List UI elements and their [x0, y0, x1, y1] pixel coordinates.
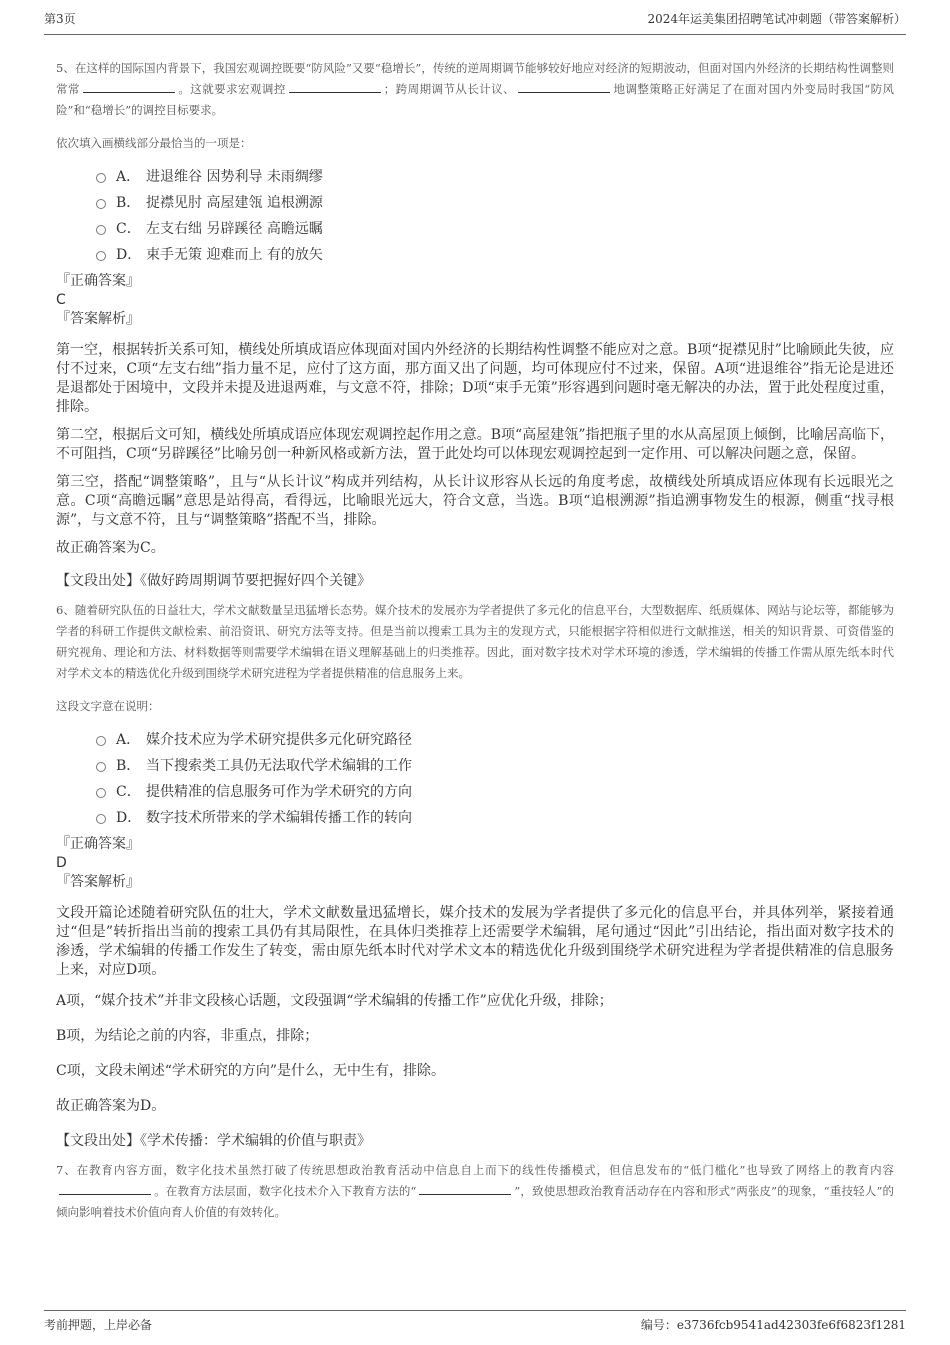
option-d[interactable]: D． 数字技术所带来的学术编辑传播工作的转向	[96, 804, 894, 830]
option-b[interactable]: B． 当下搜索类工具仍无法取代学术编辑的工作	[96, 752, 894, 778]
question-6-options	[56, 726, 894, 830]
page-number: 第3页	[44, 12, 76, 26]
radio-icon[interactable]	[96, 251, 106, 261]
analysis-paragraph: A项，“媒介技术”并非文段核心话题，文段强调“学术编辑的传播工作”应优化升级，排除；	[56, 993, 613, 1009]
analysis-paragraph: C项，文段未阐述“学术研究的方向”是什么，无中生有，排除。	[56, 1063, 446, 1079]
option-a[interactable]: A． 进退维谷 因势利导 未雨绸缪	[96, 163, 894, 189]
footer-slogan: 考前押题，上岸必备	[44, 1318, 153, 1332]
answer-blank	[419, 1181, 511, 1195]
source-citation: 【文段出处】《做好跨周期调节要把握好四个关键》	[56, 573, 371, 589]
page-header	[44, 10, 906, 35]
analysis-paragraph: 第二空，根据后文可知，横线处所填成语应体现宏观调控起作用之意。B项“高屋建瓴”指把瓶子里的水从高屋顶上倾倒，比喻居高临下，不可阻挡，C项“另辟蹊径”比喻另创一种新风格或新方法，置于此处均可以体现宏观调控起到一定作用、可以解决问题之意，保留。	[56, 427, 894, 462]
radio-icon[interactable]	[96, 225, 106, 235]
question-5-options	[56, 163, 894, 267]
answer-blank	[289, 79, 381, 93]
option-c[interactable]: C． 左支右绌 另辟蹊径 高瞻远瞩	[96, 215, 894, 241]
radio-icon[interactable]	[96, 814, 106, 824]
analysis-label: 『答案解析』	[56, 311, 140, 327]
document-id: 编号：e3736fcb9541ad42303fe6f6823f1281	[640, 1318, 906, 1332]
option-a[interactable]: A． 媒介技术应为学术研究提供多元化研究路径	[96, 726, 894, 752]
analysis-paragraph: 第三空，搭配“调整策略”，且与“从长计议”构成并列结构，从长计议形容从长远的角度考虑，故横线处所填成语应体现有长远眼光之意。C项“高瞻远瞩”意思是站得高，看得远，比喻眼光远大，符合文意，当选。B项“追根溯源”指追溯事物发生的根源，侧重“找寻根源”，与文意不符，且与“调整策略”搭配不当，排除。	[56, 474, 894, 528]
option-d[interactable]: D． 束手无策 迎难而上 有的放矢	[96, 241, 894, 267]
correct-answer: C	[56, 292, 66, 308]
question-6-stem: 6、随着研究队伍的日益壮大，学术文献数量呈迅猛增长态势。媒介技术的发展亦为学者提供了多元化的信息平台，大型数据库、纸质媒体、网站与论坛等，都能够为学者的科研工作提供文献检索、前沿资讯、研究方法等支持。但是当前以搜索工具为主的发现方式，只能根据字符相似进行文献推送，相关的知识背景、可资借鉴的研究视角、理论和方法、材料数据等则需要学术编辑在语义理解基础上的归类推荐。因此，面对数字技术对学术环境的渗透，学术编辑的传播工作需从原先纸本时代对学术文本的精选优化升级到围绕学术研究进程为学者提供精准的信息服务上来。	[56, 603, 894, 680]
analysis-paragraph: 第一空，根据转折关系可知，横线处所填成语应体现面对国内外经济的长期结构性调整不能应对之意。B项“捉襟见肘”比喻顾此失彼，应付不过来，C项“左支右绌”指力量不足，应付了这方面，那方面又出了问题，均可体现应付不过来，保留。A项“进退维谷”指无论是进还是退都处于困境中，文段并未提及进退两难，与文意不符，排除；D项“束手无策”形容遇到问题时毫无解决的办法，置于此处程度过重，排除。	[56, 342, 894, 415]
document-title: 2024年运美集团招聘笔试冲刺题（带答案解析）	[647, 12, 906, 26]
radio-icon[interactable]	[96, 762, 106, 772]
answer-blank	[59, 1181, 151, 1195]
answer-label: 『正确答案』	[56, 836, 140, 852]
radio-icon[interactable]	[96, 788, 106, 798]
analysis-paragraph: 文段开篇论述随着研究队伍的壮大，学术文献数量迅猛增长，媒介技术的发展为学者提供了多元化的信息平台，并具体列举，紧接着通过“但是”转折指出当前的搜索工具仍有其局限性，在具体归类推荐上还需要学术编辑，尾句通过“因此”引出结论，指出面对数字技术的渗透，学术编辑的传播工作发生了转变，需由原先纸本时代对学术文本的精选优化升级到围绕学术研究进程为学者提供精准的信息服务上来，对应D项。	[56, 905, 894, 978]
radio-icon[interactable]	[96, 736, 106, 746]
option-c[interactable]: C． 提供精准的信息服务可作为学术研究的方向	[96, 778, 894, 804]
correct-answer: D	[56, 855, 67, 871]
answer-blank	[83, 79, 175, 93]
question-5-stem: 5、在这样的国际国内背景下，我国宏观调控既要“防风险”又要“稳增长”，传统的逆周期调节能够较好地应对经济的短期波动，但面对国内外经济的长期结构性调整则常常 。这就要求宏观调控 ；跨周期调节从长计议、 地调整策略正好满足了在面对国内外变局时我国“防风险”和“稳增长”的调控目标要求。	[56, 61, 895, 117]
answer-label: 『正确答案』	[56, 273, 140, 289]
source-citation: 【文段出处】《学术传播：学术编辑的价值与职责》	[56, 1133, 371, 1149]
option-b[interactable]: B． 捉襟见肘 高屋建瓴 追根溯源	[96, 189, 894, 215]
answer-blank	[518, 79, 610, 93]
radio-icon[interactable]	[96, 173, 106, 183]
main-content	[56, 58, 894, 1223]
analysis-paragraph: B项，为结论之前的内容，非重点，排除；	[56, 1028, 319, 1044]
question-6-ask: 这段文字意在说明：	[56, 699, 160, 713]
analysis-label: 『答案解析』	[56, 874, 140, 890]
question-7-stem: 7、在教育内容方面，数字化技术虽然打破了传统思想政治教育活动中信息自上而下的线性传播模式，但信息发布的“低门槛化”也导致了网络上的教育内容。在教育方法层面，数字化技术介入下教育方法的“ ”，致使思想政治教育活动存在内容和形式“两张皮”的现象，“重技轻人”的倾向影响着技术价值向育人价值的有效转化。	[56, 1163, 894, 1219]
radio-icon[interactable]	[96, 199, 106, 209]
page-footer	[44, 1310, 906, 1333]
analysis-conclusion: 故正确答案为D。	[56, 1098, 166, 1114]
analysis-conclusion: 故正确答案为C。	[56, 540, 165, 556]
question-5-ask: 依次填入画横线部分最恰当的一项是：	[56, 136, 252, 150]
